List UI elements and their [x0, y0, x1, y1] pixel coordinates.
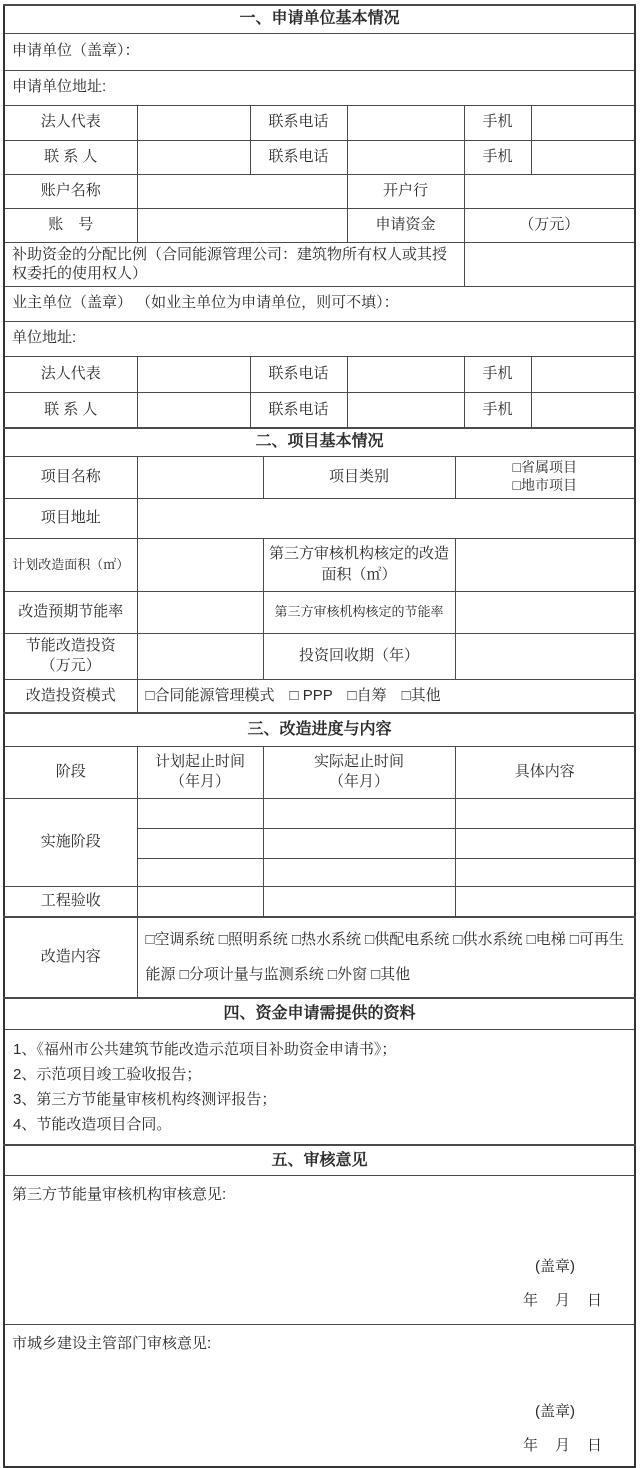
- label-bank-branch: 开户行: [347, 174, 464, 208]
- value-bank-branch: [464, 174, 635, 208]
- impl-row3-actual: [263, 858, 455, 886]
- list-item: 3、第三方节能量审核机构终测评报告；: [13, 1091, 277, 1109]
- label-verified-area: 第三方审核机构核定的改造面积（㎡）: [263, 538, 455, 591]
- col-header-details: 具体内容: [455, 746, 635, 798]
- label-owner-contact-person: 联 系 人: [4, 392, 137, 428]
- list-item: 2、示范项目竣工验收报告；: [13, 1066, 202, 1084]
- value-contact-phone-1: [347, 105, 464, 140]
- section-title-1: 一、申请单位基本情况: [4, 5, 635, 33]
- owner-address-row: 单位地址:: [4, 321, 635, 356]
- investment-mode-options: □合同能源管理模式 □ PPP □自筹 □其他: [137, 679, 635, 713]
- value-expected-saving-rate: [137, 591, 263, 633]
- label-payback-period: 投资回收期（年）: [263, 633, 455, 679]
- impl-row1-actual: [263, 798, 455, 828]
- value-mobile-2: [531, 140, 635, 174]
- value-owner-contact-person: [137, 392, 250, 428]
- third-party-review-cell: [4, 1175, 635, 1324]
- impl-row2-actual: [263, 828, 455, 858]
- value-apply-fund-unit: （万元）: [464, 208, 635, 242]
- required-documents-list: [4, 1030, 635, 1146]
- label-contact-phone-1: 联系电话: [250, 105, 347, 140]
- acceptance-actual: [263, 886, 455, 917]
- municipal-authority-review-cell: [4, 1324, 635, 1467]
- value-account-no: [137, 208, 347, 242]
- impl-row3-details: [455, 858, 635, 886]
- date-placeholder: 年 月 日: [523, 1292, 604, 1310]
- value-owner-mobile-2: [531, 392, 635, 428]
- impl-row1-details: [455, 798, 635, 828]
- section-title-3: 三、改造进度与内容: [4, 713, 635, 746]
- label-mobile-2: 手机: [464, 140, 531, 174]
- acceptance-planned: [137, 886, 263, 917]
- owner-unit-seal-row: 业主单位（盖章） （如业主单位为申请单位，则可不填）：: [4, 286, 635, 321]
- value-verified-area: [455, 538, 635, 591]
- section-title-5: 五、审核意见: [4, 1145, 635, 1175]
- label-project-acceptance: 工程验收: [4, 886, 137, 917]
- label-project-name: 项目名称: [4, 456, 137, 498]
- label-apply-fund: 申请资金: [347, 208, 464, 242]
- impl-row2-planned: [137, 828, 263, 858]
- list-item: 4、节能改造项目合同。: [13, 1116, 172, 1134]
- acceptance-details: [455, 886, 635, 917]
- form-page: [0, 4, 640, 1455]
- label-verified-saving-rate: 第三方审核机构核定的节能率: [263, 591, 455, 633]
- label-legal-rep: 法人代表: [4, 105, 137, 140]
- label-project-address: 项目地址: [4, 498, 137, 538]
- value-verified-saving-rate: [455, 591, 635, 633]
- value-owner-contact-phone-1: [347, 356, 464, 392]
- col-header-planned-time: 计划起止时间（年月）: [137, 746, 263, 798]
- value-account-name: [137, 174, 347, 208]
- review-label: 市城乡建设主管部门审核意见:: [12, 1334, 212, 1352]
- value-subsidy-ratio: [464, 242, 635, 286]
- impl-row3-planned: [137, 858, 263, 886]
- label-investment-mode: 改造投资模式: [4, 679, 137, 713]
- col-header-actual-time: 实际起止时间 （年月）: [263, 746, 455, 798]
- label-owner-contact-phone-1: 联系电话: [250, 356, 347, 392]
- label-owner-legal-rep: 法人代表: [4, 356, 137, 392]
- applicant-unit-seal-row: 申请单位（盖章）：: [4, 33, 635, 70]
- label-retrofit-content: 改造内容: [4, 917, 137, 998]
- checkbox-option-province-project: □省属项目: [512, 458, 577, 475]
- col-header-stage: 阶段: [4, 746, 137, 798]
- label-project-type: 项目类别: [263, 456, 455, 498]
- value-planned-area: [137, 538, 263, 591]
- date-placeholder: 年 月 日: [523, 1437, 604, 1455]
- applicant-address-row: 申请单位地址:: [4, 70, 635, 105]
- label-expected-saving-rate: 改造预期节能率: [4, 591, 137, 633]
- impl-row2-details: [455, 828, 635, 858]
- value-contact-phone-2: [347, 140, 464, 174]
- value-owner-legal-rep: [137, 356, 250, 392]
- value-mobile-1: [531, 105, 635, 140]
- section-title-4: 四、资金申请需提供的资料: [4, 998, 635, 1030]
- label-account-no: 账 号: [4, 208, 137, 242]
- list-item: 1、《福州市公共建筑节能改造示范项目补助资金申请书》；: [13, 1041, 397, 1059]
- section-title-2: 二、项目基本情况: [4, 428, 635, 456]
- label-owner-mobile-1: 手机: [464, 356, 531, 392]
- label-contact-person: 联 系 人: [4, 140, 137, 174]
- label-contact-phone-2: 联系电话: [250, 140, 347, 174]
- value-owner-contact-phone-2: [347, 392, 464, 428]
- label-owner-contact-phone-2: 联系电话: [250, 392, 347, 428]
- label-mobile-1: 手机: [464, 105, 531, 140]
- application-form-table: [3, 4, 636, 1468]
- value-owner-mobile-1: [531, 356, 635, 392]
- label-planned-area: 计划改造面积（㎡）: [4, 538, 137, 591]
- label-account-name: 账户名称: [4, 174, 137, 208]
- value-project-name: [137, 456, 263, 498]
- value-retrofit-investment: [137, 633, 263, 679]
- value-contact-person: [137, 140, 250, 174]
- seal-placeholder: (盖章): [535, 1257, 576, 1275]
- project-type-options: [455, 456, 635, 498]
- retrofit-content-options: □空调系统 □照明系统 □热水系统 □供配电系统 □供水系统 □电梯 □可再生能源 □分项计量与监测系统 □外窗 □其他: [137, 917, 635, 998]
- value-payback-period: [455, 633, 635, 679]
- review-label: 第三方节能量审核机构审核意见:: [12, 1185, 227, 1203]
- impl-row1-planned: [137, 798, 263, 828]
- value-project-address: [137, 498, 635, 538]
- value-legal-rep: [137, 105, 250, 140]
- label-owner-mobile-2: 手机: [464, 392, 531, 428]
- checkbox-option-city-project: □地市项目: [512, 477, 577, 494]
- label-retrofit-investment: 节能改造投资 （万元）: [4, 633, 137, 679]
- seal-placeholder: (盖章): [535, 1402, 576, 1420]
- label-implementation-stage: 实施阶段: [4, 798, 137, 886]
- label-subsidy-ratio: 补助资金的分配比例（合同能源管理公司：建筑物所有权人或其授权委托的使用权人）: [4, 242, 464, 286]
